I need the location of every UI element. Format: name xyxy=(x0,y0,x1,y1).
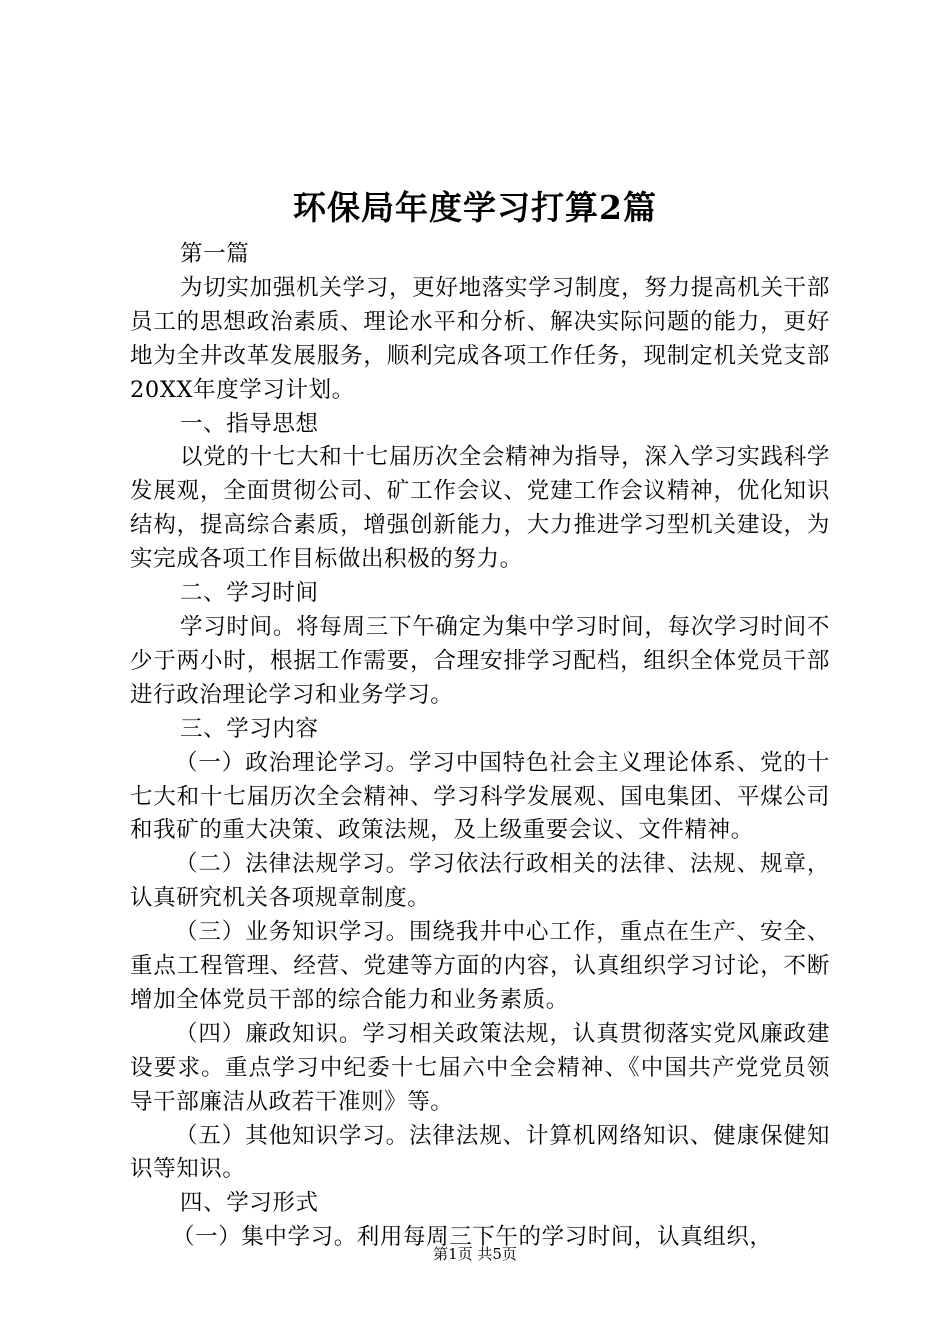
document-title: 环保局年度学习打算2篇 xyxy=(293,188,657,227)
heading-study-forms: 四、学习形式 xyxy=(180,1190,319,1217)
paragraph-political-theory: （一）政治理论学习。学习中国特色社会主义理论体系、党的十七大和十七届历次全会精神、学习科学发展观、国电集团、平煤公司和我矿的重大决策、政策法规，及上级重要会议、文件精神。 xyxy=(130,749,830,844)
paragraph-intro: 为切实加强机关学习，更好地落实学习制度，努力提高机关干部员工的思想政治素质、理论水平和分析、解决实际问题的能力，更好地为全井改革发展服务，顺利完成各项工作任务，现制定机关党支部20XX年度学习计划。 xyxy=(130,274,830,403)
paragraph-section-label: 第一篇 xyxy=(180,241,250,267)
heading-guiding-ideology: 一、指导思想 xyxy=(180,410,319,437)
paragraph-other-knowledge: （五）其他知识学习。法律法规、计算机网络知识、健康保健知识等知识。 xyxy=(130,1122,830,1183)
paragraph-laws-regulations: （二）法律法规学习。学习依法行政相关的法律、法规、规章，认真研究机关各项规章制度。 xyxy=(130,851,830,912)
paragraph-centralized-study: （一）集中学习。利用每周三下午的学习时间，认真组织， xyxy=(172,1224,773,1251)
paragraph-study-time: 学习时间。将每周三下午确定为集中学习时间，每次学习时间不少于两小时，根据工作需要，合理安排学习配档，组织全体党员干部进行政治理论学习和业务学习。 xyxy=(130,613,830,708)
paragraph-integrity-knowledge: （四）廉政知识。学习相关政策法规，认真贯彻落实党风廉政建设要求。重点学习中纪委十七届六中全会精神、《中国共产党党员领导干部廉洁从政若干准则》等。 xyxy=(130,1020,830,1115)
page-number-footer: 第1页 共5页 xyxy=(433,1245,517,1263)
paragraph-business-knowledge: （三）业务知识学习。围绕我井中心工作，重点在生产、安全、重点工程管理、经营、党建等方面的内容，认真组织学习讨论，不断增加全体党员干部的综合能力和业务素质。 xyxy=(130,919,830,1013)
document-body xyxy=(130,238,830,1255)
paragraph-guiding-ideology: 以党的十七大和十七届历次全会精神为指导，深入学习实践科学发展观，全面贯彻公司、矿工作会议、党建工作会议精神，优化知识结构，提高综合素质，增强创新能力，大力推进学习型机关建设，为实完成各项工作目标做出积极的努力。 xyxy=(130,444,830,573)
heading-study-time: 二、学习时间 xyxy=(180,580,319,607)
heading-study-content: 三、学习内容 xyxy=(180,715,319,742)
